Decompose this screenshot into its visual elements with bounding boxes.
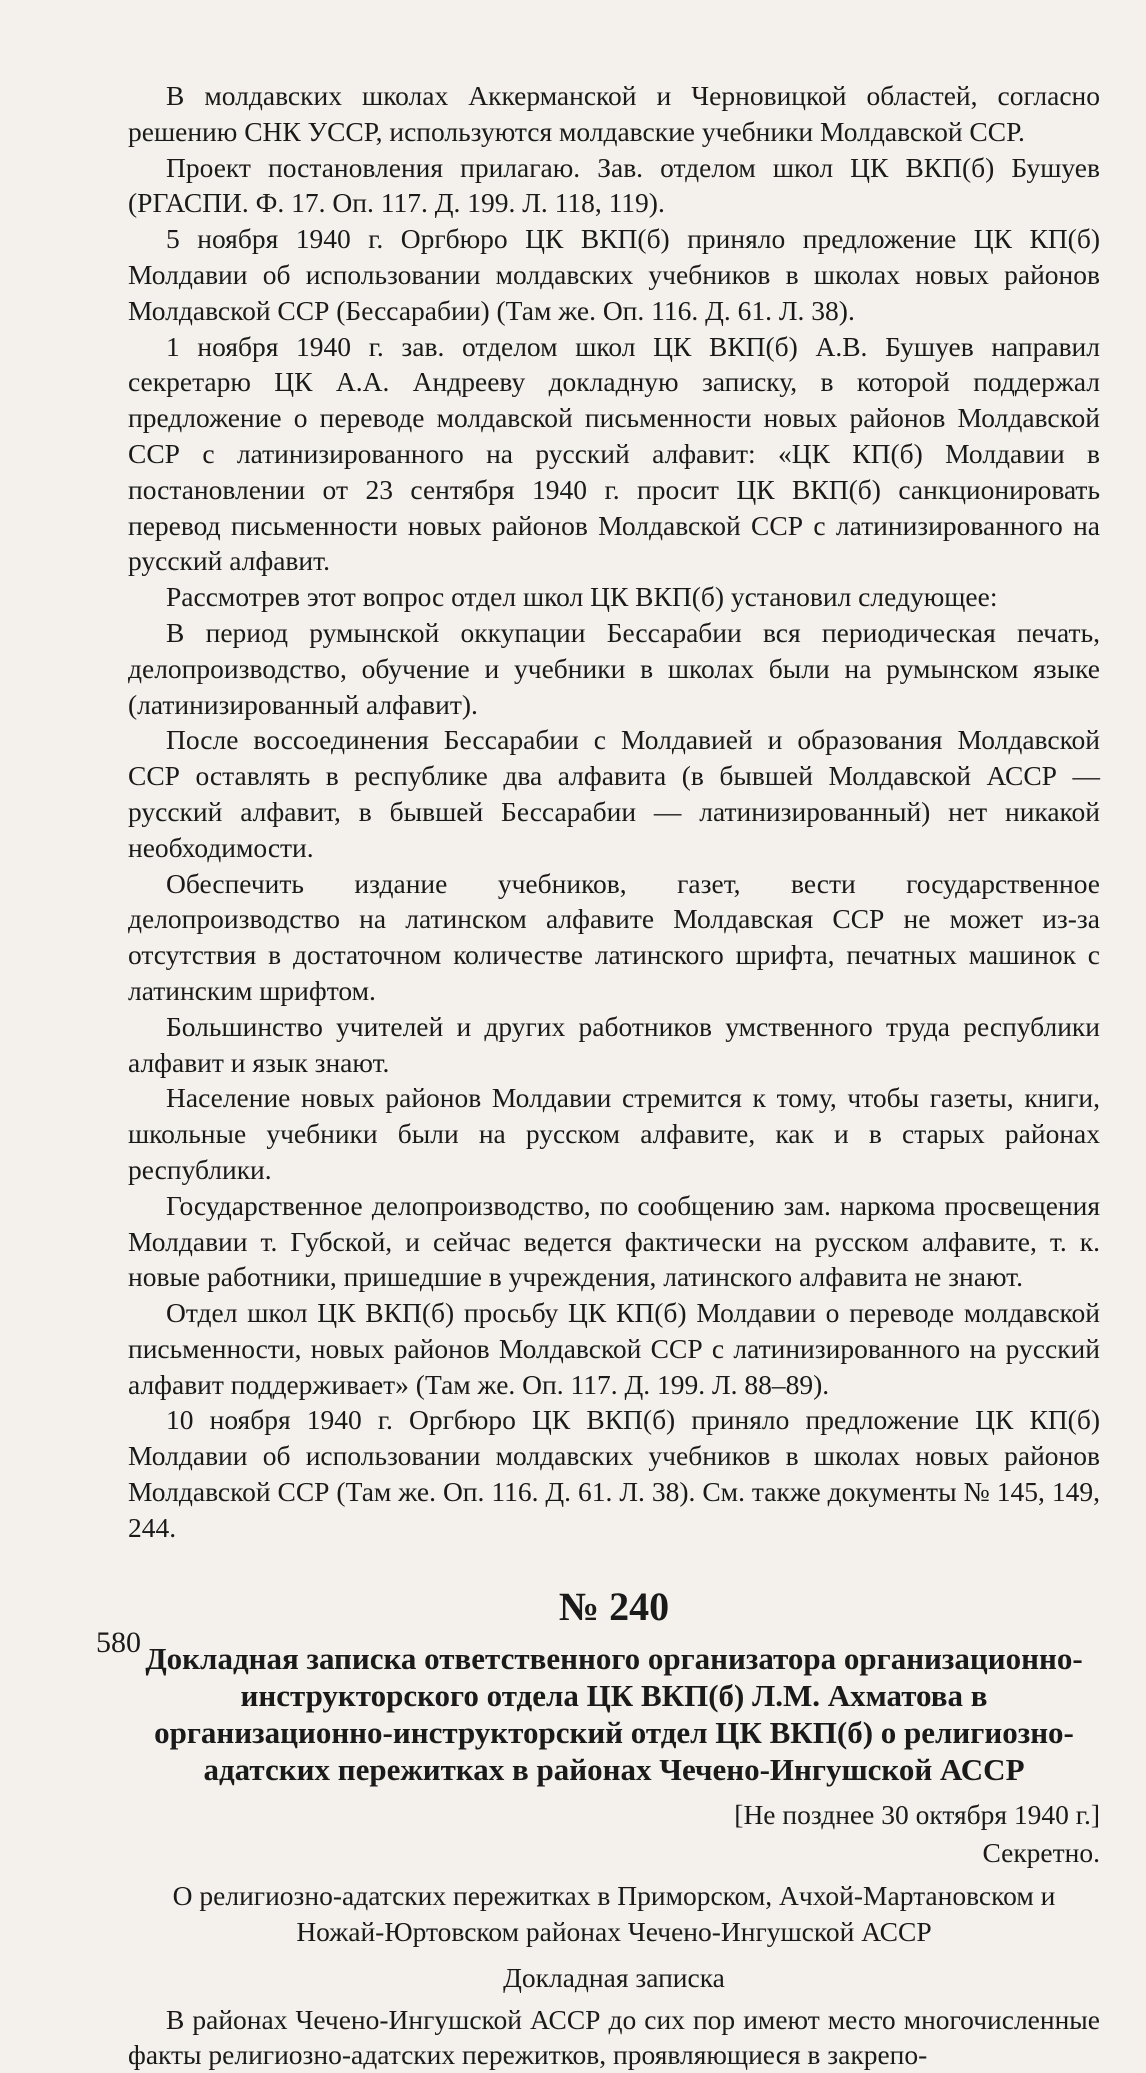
paragraph: Рассмотрев этот вопрос отдел школ ЦК ВКП(б) установил следующее: xyxy=(166,581,998,613)
paragraph: В период румынской оккупации Бессарабии вся периодическая печать, делопроизводство, обучение и учебники в школах были на румынском языке (латинизированный алфавит). xyxy=(128,616,1100,720)
document-number: № 240 xyxy=(558,1583,670,1629)
document-subject: О религиозно-адатских пережитках в Приморском, Ачхой-Мартановском и Ножай-Юртовском районах Чечено-Ингушской АССР xyxy=(172,1879,1056,1947)
paragraph: Население новых районов Молдавии стремится к тому, чтобы газеты, книги, школьные учебники были на русском алфавите, как и в старых районах республики. xyxy=(128,1082,1100,1185)
page-number: 580 xyxy=(96,1626,141,1659)
document-title: Докладная записка ответственного организатора организационно-инструкторского отдела ЦК ВКП(б) Л.М. Ахматова в организационно-инструкторский отдел ЦК ВКП(б) о религиозно-адатских пережитках в районах Чечено-Ингушской АССР xyxy=(145,1640,1083,1787)
paragraph: Проект постановления прилагаю. Зав. отделом школ ЦК ВКП(б) Бушуев (РГАСПИ. Ф. 17. Оп. 117. Д. 199. Л. 118, 119). xyxy=(128,151,1100,219)
paragraph: 1 ноября 1940 г. зав. отделом школ ЦК ВКП(б) А.В. Бушуев направил секретарю ЦК А.А. Андрееву докладную записку, в которой поддержал предложение о переводе молдавской письменности новых районов Молдавской ССР с латинизированного на русский алфавит: «ЦК КП(б) Молдавии в постановлении от 23 сентября 1940 г. просит ЦК ВКП(б) санкционировать перевод письменности новых районов Молдавской ССР с латинизированного на русский алфавит. xyxy=(128,330,1100,577)
opening-paragraph: В районах Чечено-Ингушской АССР до сих пор имеют место многочисленные факты религиозно-адатских пережитков, проявляющиеся в закрепо- xyxy=(128,2003,1100,2071)
paragraph: 10 ноября 1940 г. Оргбюро ЦК ВКП(б) приняло предложение ЦК КП(б) Молдавии об использовании молдавских учебников в школах новых районов Молдавской ССР (Там же. Оп. 116. Д. 61. Л. 38). См. также документы № 145, 149, 244. xyxy=(128,1404,1100,1543)
paragraph: Государственное делопроизводство, по сообщению зам. наркома просвещения Молдавии т. Губской, и сейчас ведется фактически на русском алфавите, т. к. новые работники, пришедшие в учреждения, латинского алфавита не знают. xyxy=(128,1189,1100,1293)
paragraph: После воссоединения Бессарабии с Молдавией и образования Молдавской ССР оставлять в республике два алфавита (в бывшей Молдавской АССР — русский алфавит, в бывшей Бессарабии — латинизированный) нет никакой необходимости. xyxy=(128,724,1100,863)
paragraph: В молдавских школах Аккерманской и Черновицкой областей, согласно решению СНК УССР, используются молдавские учебники Молдавской ССР. xyxy=(128,80,1100,147)
document-kind: Докладная записка xyxy=(503,1961,725,1993)
paragraph: Отдел школ ЦК ВКП(б) просьбу ЦК КП(б) Молдавии о переводе молдавской письменности, новых районов Молдавской ССР с латинизированного на русский алфавит поддерживает» (Там же. Оп. 117. Д. 199. Л. 88–89). xyxy=(128,1297,1100,1400)
secrecy-label: Секретно. xyxy=(982,1836,1100,1868)
paragraph: 5 ноября 1940 г. Оргбюро ЦК ВКП(б) приняло предложение ЦК КП(б) Молдавии об использовании молдавских учебников в школах новых районов Молдавской ССР (Бессарабии) (Там же. Оп. 116. Д. 61. Л. 38). xyxy=(128,223,1100,326)
paragraph: Большинство учителей и других работников умственного труда республики алфавит и язык знают. xyxy=(128,1010,1100,1078)
document-date: [Не позднее 30 октября 1940 г.] xyxy=(734,1798,1100,1830)
paragraph: Обеспечить издание учебников, газет, вести государственное делопроизводство на латинском алфавите Молдавская ССР не может из-за отсутствия в достаточном количестве латинского шрифта, печатных машинок с латинским шрифтом. xyxy=(128,867,1100,1006)
